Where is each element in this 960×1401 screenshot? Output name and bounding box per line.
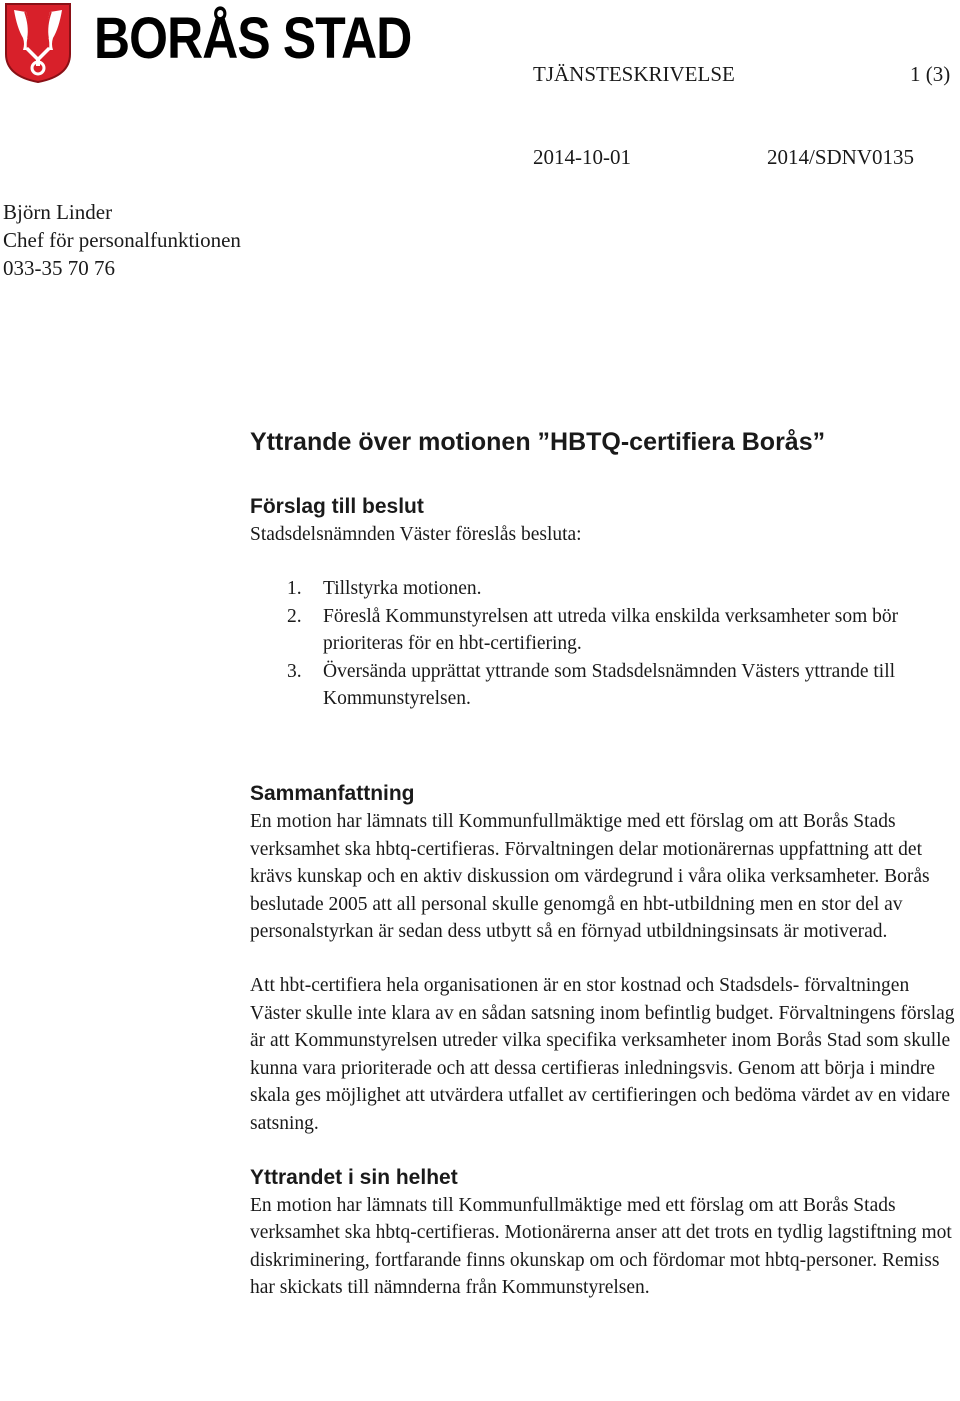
document-body [250, 425, 960, 1302]
city-crest-icon [4, 2, 72, 84]
decision-text: Tillstyrka motionen. [323, 578, 482, 600]
decision-text: Föreslå Kommunstyrelsen att utreda vilka enskilda verksamheter som bör prioriteras för en hbt-certifiering. [323, 605, 899, 655]
decision-item [250, 658, 960, 713]
statement-heading: Yttrandet i sin helhet [250, 1165, 458, 1189]
sender-phone: 033-35 70 76 [3, 256, 115, 280]
summary-paragraph: Att hbt-certifiera hela organisationen är en stor kostnad och Stadsdels- förvaltningen Väster skulle inte klara av en sådan satsning inom befintlig budget. Förvaltningens förslag är att Kommunstyrelsen utreder vilka specifika verksamheter inom Borås Stad som skulle kunna vara prioriterade och att dessa certifieras inledningsvis. Genom att börja i mindre skala ges möjlighet att utvärdera utfallet av certifieringen och bedöma värdet av en vidare satsning. [250, 975, 955, 1134]
summary-heading: Sammanfattning [250, 782, 415, 806]
sender-name: Björn Linder [3, 200, 113, 224]
decision-list [250, 575, 960, 712]
proposal-heading: Förslag till beslut [250, 495, 424, 518]
decision-number: 1. [287, 578, 302, 600]
statement-paragraph: En motion har lämnats till Kommunfullmäktige med ett förslag om att Borås Stads verksamhet ska hbtq-certifieras. Motionärerna anser att det trots en tydlig lagstiftning mot diskriminering, fortfarande finns okunskap om och fördomar mot hbtq-personer. Remiss har skickats till nämnderna från Kommunstyrelsen. [250, 1194, 952, 1299]
decision-item [250, 575, 960, 602]
proposal-intro: Stadsdelsnämnden Väster föreslås besluta: [250, 524, 582, 545]
page-number: 1 (3) [910, 62, 951, 86]
document-title: Yttrande över motionen ”HBTQ-certifiera Borås” [250, 428, 826, 456]
summary-paragraph: En motion har lämnats till Kommunfullmäktige med ett förslag om att Borås Stads verksamhet ska hbtq-certifieras. Förvaltningen delar motionärernas uppfattning att det krävs kunskap och en aktiv diskussion om värdegrund i våra olika verksamheter. Borås beslutade 2005 att all personal skulle genomgå en hbt-utbildning men en stor del av personalstyrkan är sedan dess utbytt så en förnyad utbildningsinsats är motiverad. [250, 811, 930, 943]
document-type: TJÄNSTESKRIVELSE [533, 62, 735, 86]
document-date: 2014-10-01 [533, 145, 631, 169]
reference-number: 2014/SDNV0135 [767, 145, 915, 169]
decision-number: 2. [287, 605, 302, 627]
sender-title: Chef för personalfunktionen [3, 228, 241, 252]
logo-wordmark: BORÅS STAD [94, 6, 412, 71]
decision-number: 3. [287, 660, 302, 682]
decision-item [250, 603, 960, 658]
decision-text: Översända upprättat yttrande som Stadsdelsnämnden Västers yttrande till Kommunstyrelsen. [323, 660, 896, 710]
boras-stad-logo [4, 2, 454, 84]
sender-block [3, 198, 241, 282]
